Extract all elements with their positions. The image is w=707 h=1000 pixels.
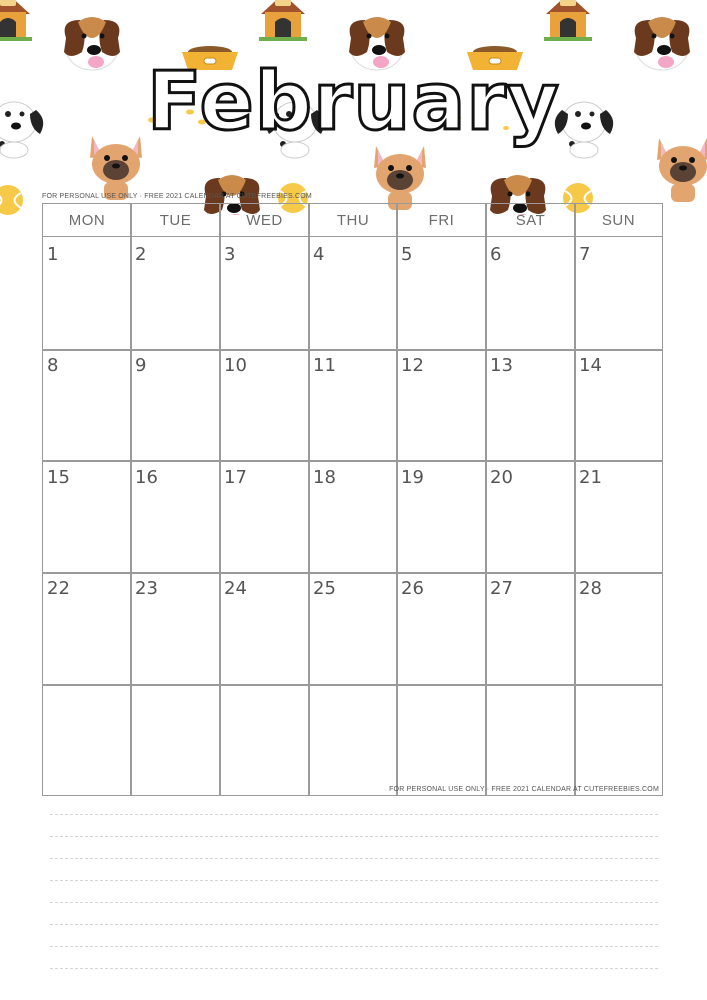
notes-line — [50, 814, 658, 815]
notes-line — [50, 924, 658, 925]
notes-line — [50, 946, 658, 947]
grid-column-divider — [574, 204, 576, 795]
grid-row-divider — [43, 572, 662, 574]
notes-line — [50, 902, 658, 903]
grid-column-divider — [308, 204, 310, 795]
weekday-header-mon: MON — [68, 212, 106, 229]
day-cell-number: 25 — [313, 578, 336, 599]
day-cell-number: 26 — [401, 578, 424, 599]
usage-notice-top: FOR PERSONAL USE ONLY · FREE 2021 CALENDAR AT CUTEFREEBIES.COM — [42, 193, 312, 200]
day-cell-number: 12 — [401, 355, 424, 376]
day-cell-number: 4 — [313, 244, 325, 265]
day-cell-number: 28 — [579, 578, 602, 599]
day-cell-number: 14 — [579, 355, 602, 376]
grid-column-divider — [130, 204, 132, 795]
grid-column-divider — [396, 204, 398, 795]
weekday-header-row — [43, 204, 662, 237]
grid-column-divider — [219, 204, 221, 795]
weekday-header-sat: SAT — [515, 212, 546, 229]
day-cell-number: 5 — [401, 244, 413, 265]
usage-notice-bottom: FOR PERSONAL USE ONLY · FREE 2021 CALENDAR AT CUTEFREEBIES.COM — [389, 786, 659, 793]
day-cell-number: 23 — [135, 578, 158, 599]
day-cell-number: 10 — [224, 355, 247, 376]
day-cell-number: 21 — [579, 467, 602, 488]
calendar-grid — [42, 203, 663, 796]
day-cell-number: 16 — [135, 467, 158, 488]
day-cell-number: 2 — [135, 244, 147, 265]
grid-column-divider — [485, 204, 487, 795]
notes-line — [50, 836, 658, 837]
grid-row-divider — [43, 349, 662, 351]
grid-row-divider — [43, 460, 662, 462]
weekday-header-fri: FRI — [428, 212, 455, 229]
month-title: February — [147, 55, 560, 148]
notes-line — [50, 858, 658, 859]
weekday-header-sun: SUN — [601, 212, 636, 229]
day-cell-number: 8 — [47, 355, 59, 376]
day-cell-number: 24 — [224, 578, 247, 599]
day-cell-number: 19 — [401, 467, 424, 488]
day-cell-number: 20 — [490, 467, 513, 488]
weekday-header-wed: WED — [246, 212, 283, 229]
weekday-header-tue: TUE — [159, 212, 192, 229]
day-cell-number: 15 — [47, 467, 70, 488]
notes-line — [50, 880, 658, 881]
weekday-header-thu: THU — [336, 212, 370, 229]
grid-row-divider — [43, 684, 662, 686]
day-cell-number: 22 — [47, 578, 70, 599]
day-cell-number: 27 — [490, 578, 513, 599]
day-cell-number: 13 — [490, 355, 513, 376]
day-cell-number: 1 — [47, 244, 59, 265]
day-cell-number: 7 — [579, 244, 591, 265]
day-cell-number: 3 — [224, 244, 236, 265]
day-cell-number: 11 — [313, 355, 336, 376]
day-cell-number: 9 — [135, 355, 147, 376]
day-cell-number: 17 — [224, 467, 247, 488]
day-cell-number: 6 — [490, 244, 502, 265]
notes-line — [50, 968, 658, 969]
day-cell-number: 18 — [313, 467, 336, 488]
month-title-wrapper — [0, 55, 707, 148]
